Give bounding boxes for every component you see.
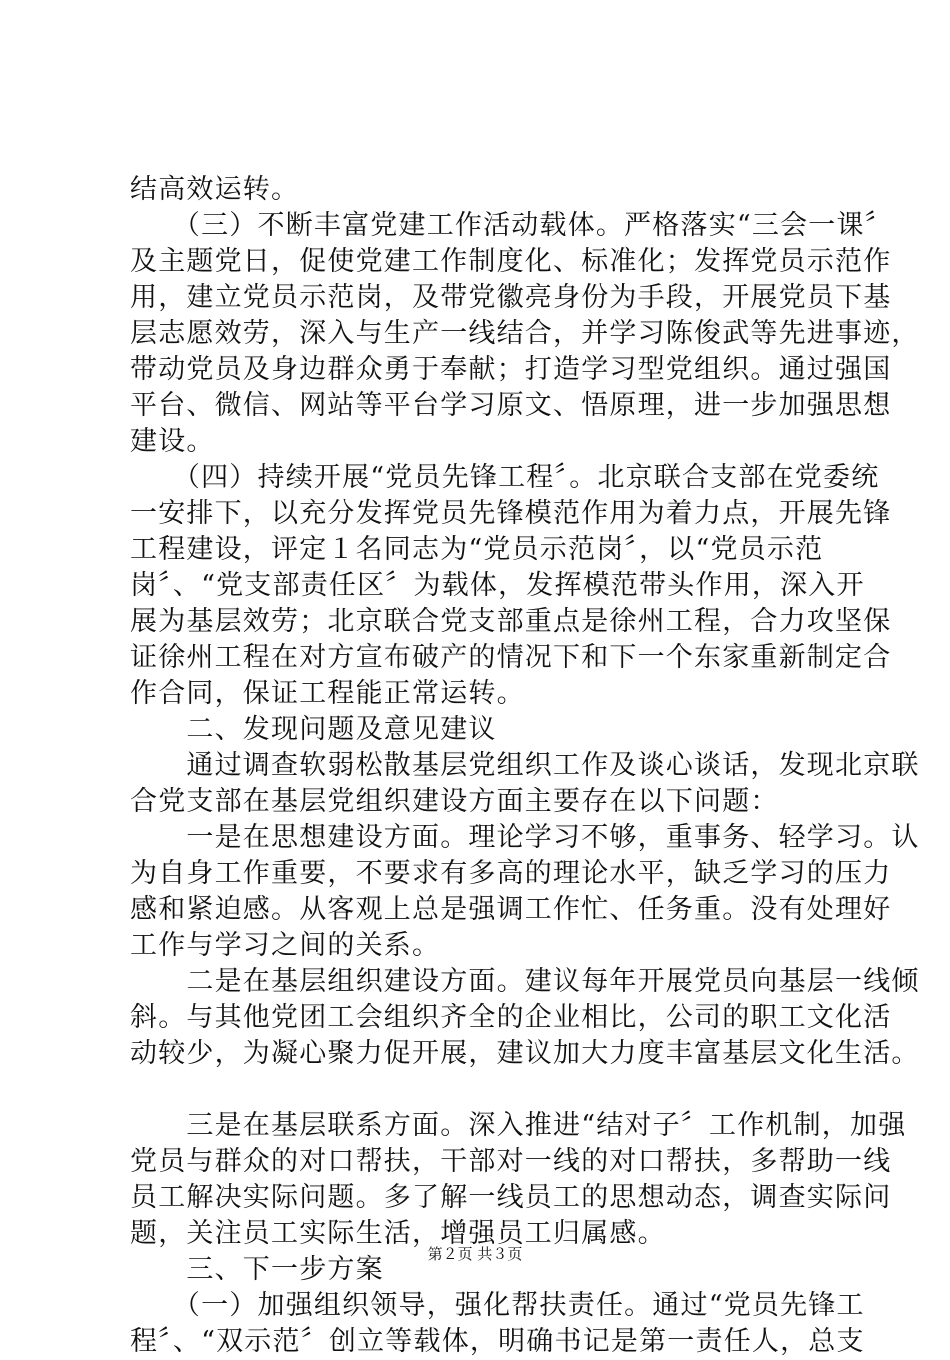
text-line: 工作与学习之间的关系。	[130, 930, 441, 961]
text-line: 一安排下，以充分发挥党员先锋模范作用为着力点，开展先锋	[130, 498, 892, 529]
text-line: （四）持续开展“党员先锋工程〞。北京联合支部在党委统	[130, 462, 880, 493]
text-line: 结高效运转。	[130, 174, 300, 205]
text-line: 程〞、“双示范〞创立等载体，明确书记是第一责任人，总支	[130, 1326, 865, 1357]
text-line: 三是在基层联系方面。深入推进“结对子〞工作机制，加强	[130, 1110, 907, 1141]
page-footer	[0, 1244, 950, 1264]
text-line: 用，建立党员示范岗，及带党徽亮身份为手段，开展党员下基	[130, 282, 892, 313]
text-line: 感和紧迫感。从客观上总是强调工作忙、任务重。没有处理好	[130, 894, 892, 925]
text-line: 通过调查软弱松散基层党组织工作及谈心谈话，发现北京联	[130, 750, 920, 781]
text-line: 工程建设，评定１名同志为“党员示范岗〞，以“党员示范	[130, 534, 824, 565]
paragraph-gap	[130, 1072, 850, 1108]
text-line: 为自身工作重要，不要求有多高的理论水平，缺乏学习的压力	[130, 858, 892, 889]
text-line: 员工解决实际问题。多了解一线员工的思想动态，调查实际问	[130, 1182, 892, 1213]
text-line: 合党支部在基层党组织建设方面主要存在以下问题：	[130, 786, 779, 817]
text-line: 建设。	[130, 426, 215, 457]
section-heading: 三、下一步方案	[130, 1254, 384, 1285]
text-line: （三）不断丰富党建工作活动载体。严格落实“三会一课〞	[130, 210, 893, 241]
text-line: 带动党员及身边群众勇于奉献；打造学习型党组织。通过强国	[130, 354, 892, 385]
text-line: 题，关注员工实际生活，增强员工归属感。	[130, 1218, 666, 1249]
text-line: 证徐州工程在对方宣布破产的情况下和下一个东家重新制定合	[130, 642, 892, 673]
text-line: 一是在思想建设方面。理论学习不够，重事务、轻学习。认	[130, 822, 920, 853]
section-heading: 二、发现问题及意见建议	[130, 714, 497, 745]
text-line: 动较少，为凝心聚力促开展，建议加大力度丰富基层文化生活。	[130, 1038, 920, 1069]
text-line: 平台、微信、网站等平台学习原文、悟原理，进一步加强思想	[130, 390, 892, 421]
text-line: 层志愿效劳，深入与生产一线结合，并学习陈俊武等先进事迹，	[130, 318, 920, 349]
text-line: 斜。与其他党团工会组织齐全的企业相比，公司的职工文化活	[130, 1002, 892, 1033]
text-line: 展为基层效劳；北京联合党支部重点是徐州工程，合力攻坚保	[130, 606, 892, 637]
page-number: 第２页 共３页	[427, 1245, 523, 1263]
text-line: 岗〞、“党支部责任区〞为载体，发挥模范带头作用，深入开	[130, 570, 865, 601]
text-line: （一）加强组织领导，强化帮扶责任。通过“党员先锋工	[130, 1290, 865, 1321]
document-body	[130, 172, 920, 1360]
text-line: 二是在基层组织建设方面。建议每年开展党员向基层一线倾	[130, 966, 920, 997]
text-line: 党员与群众的对口帮扶，干部对一线的对口帮扶，多帮助一线	[130, 1146, 892, 1177]
text-line: 及主题党日，促使党建工作制度化、标准化；发挥党员示范作	[130, 246, 892, 277]
text-line: 作合同，保证工程能正常运转。	[130, 678, 525, 709]
